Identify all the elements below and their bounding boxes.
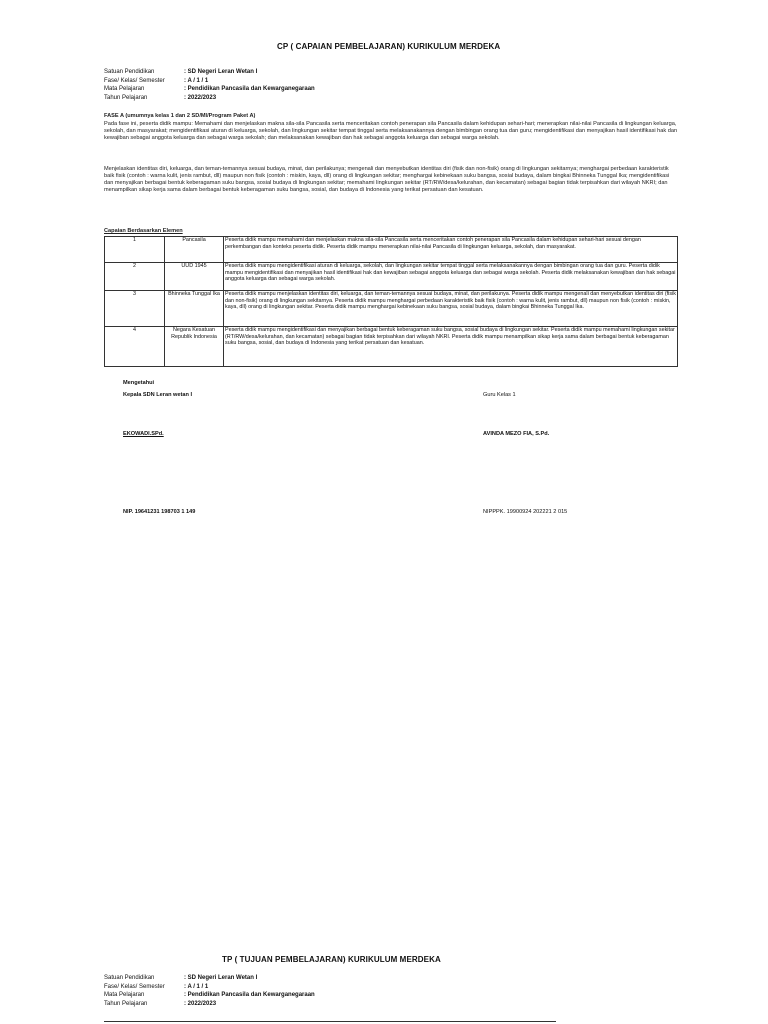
info-label: Satuan Pendidikan (104, 975, 155, 981)
table-cell-capaian: Peserta didik mampu memahami dan menjelaskan makna sila-sila Pancasila serta menceritakan contoh penerapan sila Pancasila dalam kehidupan sehari-hari sesuai dengan perkembangan dan konteks peserta didik. Peserta didik mampu menerapkan nilai-nilai Pancasila di lingkungan keluarga, sekolah, dan masyarakat. (224, 237, 678, 263)
tp-info-row (104, 983, 524, 992)
table-cell-capaian: Peserta didik mampu mengidentifikasi aturan di keluarga, sekolah, dan lingkungan sekitar tempat tinggal serta melaksanakannya dengan bimbingan orang tua dan guru. Peserta didik mampu mengidentifikasi dan menyajikan hasil identifikasi hak dan kewajiban sebagai anggota keluarga dan sebagai warga sekolah. Peserta didik melaksanakan kewajiban dan hak sebagai anggota keluarga dan sebagai warga sekolah. (224, 263, 678, 291)
kepala-title: Kepala SDN Leran wetan I (123, 392, 193, 398)
mengetahui-label: Mengetahui (123, 380, 155, 386)
table-cell-capaian: Peserta didik mampu menjelaskan identitas diri, keluarga, dan teman-temannya sesuai budaya, minat, dan perilakunya. Peserta didik mampu mengenali dan menyebutkan identitas diri (fisik dan non-fisik) orang di lingkungan sekitarnya. Peserta didik mampu menghargai perbedaan karakteristik baik fisik (contoh : warna kulit, jenis rambut, dll) maupun non fisik (contoh : miskin, kaya, dll) orang di lingkungan sekitar. Peserta didik mampu menghargai kebinekaan suku bangsa, sosial budaya, dalam bingkai Bhinneka Tunggal Ika. (224, 291, 678, 327)
table-cell-no: 4 (105, 327, 165, 367)
info-label: Fase/ Kelas/ Semester (104, 983, 165, 990)
table-row (105, 291, 678, 327)
kepala-nip: NIP. 19641231 198703 1 149 (123, 509, 196, 515)
cp-info-block (104, 68, 524, 102)
tp-info-row (104, 991, 524, 1000)
info-label: Mata Pelajaran (104, 86, 145, 92)
guru-nip: NIPPPK. 19900924 202221 2 015 (483, 509, 568, 515)
table-cell-elemen: Pancasila (165, 237, 224, 263)
guru-name: AVINDA MEZO FIA, S.Pd. (483, 431, 550, 437)
capaian-table (104, 236, 678, 367)
info-label: Tahun Pelajaran (104, 94, 148, 101)
table-cell-capaian: Peserta didik mampu mengidentifikasi dan menyajikan berbagai bentuk keberagaman suku bangsa, sosial budaya di lingkungan sekitar. Peserta didik mampu memahami lingkungan sekitar (RT/RW/desa/kelurahan, dan kecamatan) sebagai bagian tidak terpisahkan dari wilayah NKRI. Peserta didik mampu menampilkan sikap kerja sama dalam berbagai bentuk keberagaman suku bangsa, sosial, dan budaya di Indonesia yang terikat persatuan dan kesatuan. (224, 327, 678, 367)
tp-info-row (104, 974, 524, 983)
info-value: : SD Negeri Leran Wetan I (184, 69, 258, 75)
info-value: : A / 1 / 1 (184, 77, 209, 84)
info-value: : 2022/2023 (184, 1000, 217, 1007)
info-label: Satuan Pendidikan (104, 69, 155, 75)
table-caption: Capaian Berdasarkan Elemen (104, 228, 183, 234)
fase-heading: FASE A (umumnya kelas 1 dan 2 SD/MI/Program Paket A) (104, 113, 256, 119)
table-cell-elemen: Negara Kesatuan Republik Indonesia (165, 327, 224, 367)
tp-info-row (104, 1000, 524, 1009)
tp-info-block (104, 974, 524, 1008)
table-cell-no: 2 (105, 263, 165, 291)
table-row (105, 327, 678, 367)
cp-info-row (104, 68, 524, 77)
info-value: : SD Negeri Leran Wetan I (184, 975, 258, 981)
info-label: Fase/ Kelas/ Semester (104, 77, 165, 84)
table-cell-elemen: Bhinneka Tunggal Ika (165, 291, 224, 327)
fase-paragraph-1: Pada fase ini, peserta didik mampu: Memahami dan menjelaskan makna sila-sila Pancasila serta menceritakan contoh penerapan sila Pancasila dalam kehidupan sehari-hari; menerapkan nilai-nilai Pancasila di lingkungan keluarga, sekolah, dan masyarakat; mengidentifikasi aturan di keluarga, sekolah, dan lingkungan sekitar tempat tinggal serta melaksanakannya dengan bimbingan orang tua dan guru; mengidentifikasi dan menyajikan hasil identifikasi hak dan kewajiban sebagai anggota keluarga dan sebagai warga sekolah; dan melaksanakan kewajiban dan hak sebagai anggota keluarga dan sebagai warga sekolah. (104, 121, 678, 141)
info-label: Tahun Pelajaran (104, 1000, 148, 1007)
cp-info-row (104, 94, 524, 103)
table-row (105, 237, 678, 263)
tp-table-top-border (104, 1021, 556, 1022)
cp-title: CP ( CAPAIAN PEMBELAJARAN) KURIKULUM MERDEKA (277, 42, 501, 51)
info-label: Mata Pelajaran (104, 992, 145, 998)
info-value: : Pendidikan Pancasila dan Kewarganegaraan (184, 86, 315, 92)
info-value: : Pendidikan Pancasila dan Kewarganegaraan (184, 992, 315, 998)
table-cell-elemen: UUD 1945 (165, 263, 224, 291)
tp-title: TP ( TUJUAN PEMBELAJARAN) KURIKULUM MERDEKA (222, 955, 441, 964)
fase-paragraph-2: Menjelaskan identitas diri, keluarga, dan teman-temannya sesuai budaya, minat, dan perilakunya; mengenali dan menyebutkan identitas diri (fisik dan non-fisik) orang di lingkungan sekitarnya; menghargai perbedaan karakteristik baik fisik (contoh : warna kulit, jenis rambut, dll) maupun non fisik (contoh : miskin, kaya, dll) orang di lingkungan sekitar; menghargai kebinekaan suku bangsa, sosial budaya, dalam bingkai Bhinneka Tunggal Ika; mengidentifikasi dan menyajikan berbagai bentuk keberagaman suku bangsa, sosial budaya di lingkungan sekitar; memahami lingkungan sekitar (RT/RW/desa/kelurahan, dan kecamatan) sebagai bagian tidak terpisahkan dari wilayah NKRI; dan menampilkan sikap kerja sama dalam berbagai bentuk keberagaman suku bangsa, sosial, dan budaya di Indonesia yang terikat persatuan dan kesatuan. (104, 166, 670, 193)
cp-info-row (104, 85, 524, 94)
info-value: : 2022/2023 (184, 94, 217, 101)
guru-title: Guru Kelas 1 (483, 392, 516, 398)
cp-info-row (104, 77, 524, 86)
info-value: : A / 1 / 1 (184, 983, 209, 990)
table-row (105, 263, 678, 291)
table-cell-no: 3 (105, 291, 165, 327)
table-cell-no: 1 (105, 237, 165, 263)
kepala-name: EKOWADI.SPd. (123, 431, 164, 437)
